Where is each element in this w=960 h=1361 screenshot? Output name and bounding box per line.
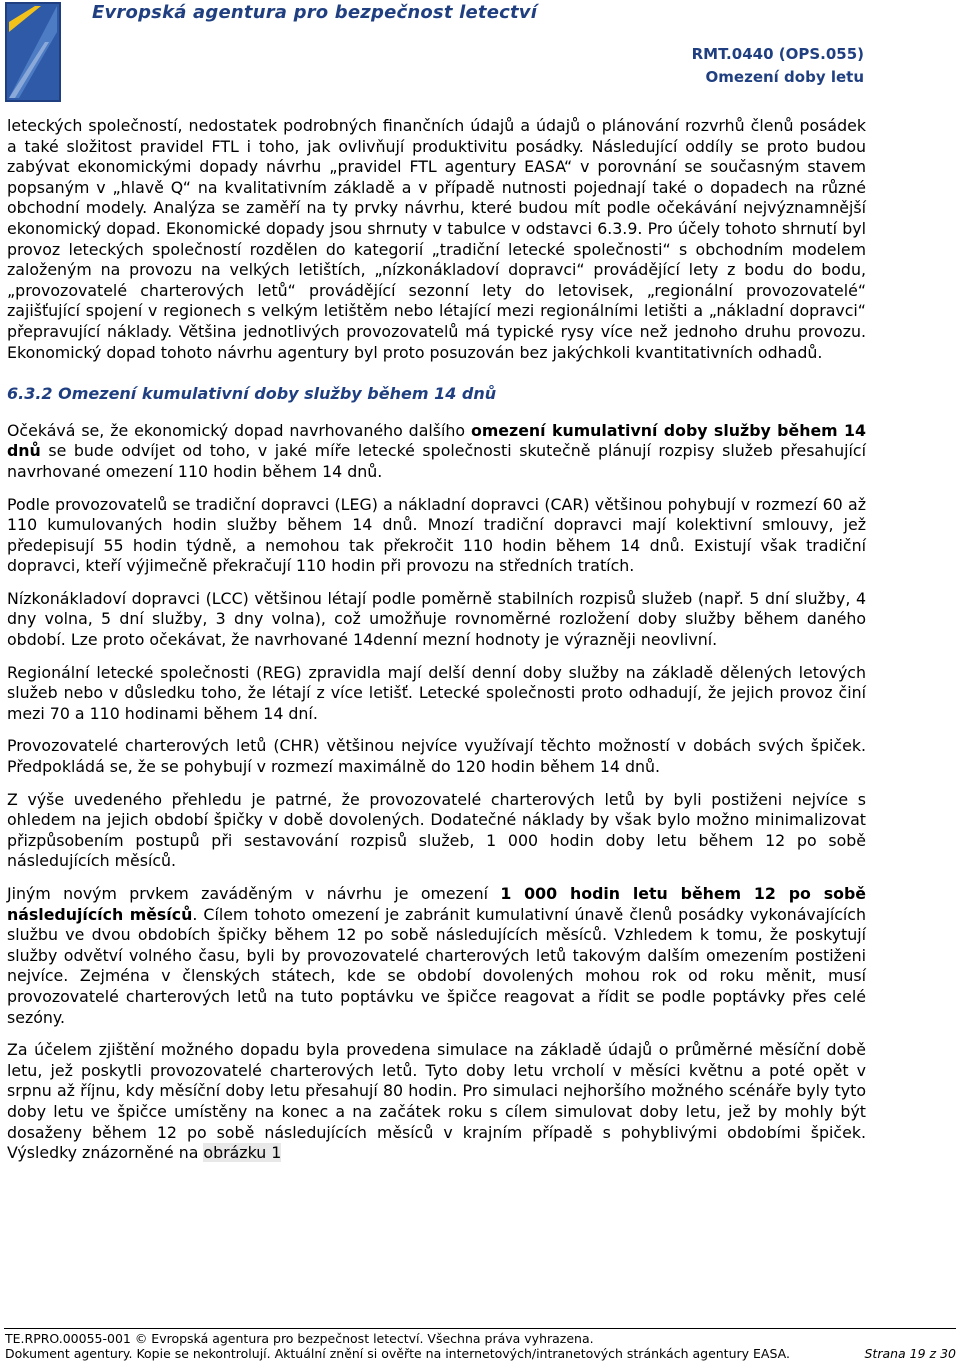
paragraph-text: Očekává se, že ekonomický dopad navrhovaného dalšího (7, 420, 471, 440)
paragraph-text: se bude odvíjet od toho, v jaké míře letecké společnosti skutečně plánují rozpisy služeb přesahující navrhované omezení 110 hodin během 14 dnů. (7, 441, 866, 481)
paragraph-intro: leteckých společností, nedostatek podrobných finančních údajů a údajů o plánování rozvrhů členů posádek a také složitost pravidel FTL i toho, jak ovlivňují produktivitu posádky. Následující oddíly se proto budou zabývat ekonomickými dopady návrhu „pravidel FTL agentury EASA“ v porovnání se současným stavem popsaným v „hlavě Q“ na kvalitativním základě a v případě nutnosti pojednají také o dopadech na různé obchodní modely. Analýza se zaměří na ty prvky návrhu, které budou mít podle očekávání nejvýznamnější ekonomický dopad. Ekonomické dopady jsou shrnuty v tabulce v odstavci 6.3.9. Pro účely tohoto shrnutí byl provoz leteckých společností rozdělen do kategorií „tradiční letecké společnosti“ s obchodním modelem založeným na provozu na velkých letištích, „nízkonákladoví dopravci“ provádějící lety z bodu do bodu, „provozovatelé charterových letů“ provádějící sezonní lety do letovisek, „regionální provozovatelé“ zajišťující spojení v regionech s velkým letištěm nebo létající mezi regionálními letišti a „nákladní dopravci“ přepravující náklady. Většina jednotlivých provozovatelů má typické rysy více než jednoho druhu provozu. Ekonomický dopad tohoto návrhu agentury byl proto posuzován bez jakýchkoli kvantitativních odhadů. (7, 116, 866, 362)
bold-term: omezení kumulativní doby služby během 14 dnů (7, 420, 866, 461)
paragraph-text: Jiným novým prvkem zaváděným v návrhu je omezení (7, 884, 501, 903)
document-number: RMT.0440 (OPS.055) (691, 45, 864, 63)
document-title: Omezení doby letu (705, 68, 864, 86)
page-number: Strana 19 z 30 (864, 1346, 956, 1361)
footer-disclaimer: Dokument agentury. Kopie se nekontrolují. Aktuální znění si ověřte na internetových/intranetových stránkách agentury EASA. (5, 1346, 790, 1361)
section-heading: 6.3.2 Omezení kumulativní doby služby během 14 dnů (7, 384, 497, 404)
paragraph-text: . Cílem tohoto omezení je zabránit kumulativní únavě členů posádky vykonávajících službu ve dvou obdobích špičky během 12 po sobě následujících měsíců. Vzhledem k tomu, že poskytují služby odvětví volného času, byli by provozovatelé charterových letů takovým dalším omezením postiženi nejvíce. Zejména v členských státech, kde se období dovolených mohou rok od roku měnit, musí provozovatelé charterových letů na tuto poptávku ve špičce reagovat a řídit se podle poptávky přes celé sezóny. (7, 904, 867, 1027)
paragraph-1000-hours (7, 884, 866, 1028)
paragraph-lcc: Nízkonákladoví dopravci (LCC) většinou létají podle poměrně stabilních rozpisů služeb (např. 5 dní služby, 4 dny volna, 5 dní služby, 3 dny volna), což umožňuje rovnoměrné rozložení doby služby během daného období. Lze proto očekávat, že navrhované 14denní mezní hodnoty je výrazněji neovlivní. (7, 588, 866, 650)
paragraph-text: Za účelem zjištění možného dopadu byla provedena simulace na základě údajů o průměrné měsíční době letu, jež poskytli provozovatelé charterových letů. Tyto doby letu vrcholí v měsíci květnu a poté opět v srpnu až říjnu, kdy měsíční doby letu přesahují 80 hodin. Pro simulaci nejhoršího možného scénáře byly tyto doby letu ve špičce umístěny na konec a na začátek roku s cílem simulovat doby letu, jež by mohly být dosaženy během 12 po sobě následujících měsíců v krajním případě s pohyblivými obdobími špiček. Výsledky znázorněné na (7, 1040, 866, 1163)
paragraph-summary: Z výše uvedeného přehledu je patrné, že provozovatelé charterových letů by byli postiženi nejvíce s ohledem na jejich období špičky v době dovolených. Dodatečné náklady by však bylo možno minimalizovat přizpůsobením postupů při sestavování rozpisů služeb, 1 000 hodin doby letu během 12 po sobě následujících měsíců. (7, 789, 866, 871)
paragraph-simulation (7, 1040, 866, 1164)
easa-logo-icon (5, 2, 61, 102)
organization-name: Evropská agentura pro bezpečnost letectví (92, 2, 538, 23)
bold-term: 1 000 hodin letu během 12 po sobě následujících měsíců (7, 884, 866, 924)
footer-divider (4, 1328, 956, 1329)
paragraph-leg-car: Podle provozovatelů se tradiční dopravci (LEG) a nákladní dopravci (CAR) většinou pohybují v rozmezí 60 až 110 kumulovaných hodin služby během 14 dnů. Mnozí tradiční dopravci mají kolektivní smlouvy, jež předepisují 55 hodin týdně, a nemohou tak překročit 110 hodin během 14 dnů. Existují však tradiční dopravci, kteří výjimečně překračují 110 hodin při provozu na středních tratích. (7, 494, 866, 576)
figure-reference-link[interactable]: obrázku 1 (203, 1143, 282, 1163)
paragraph-cumulative-limit (7, 421, 866, 483)
document-body (7, 116, 866, 1176)
paragraph-chr: Provozovatelé charterových letů (CHR) většinou nejvíce využívají těchto možností v dobách svých špiček. Předpokládá se, že se pohybují v rozmezí maximálně do 120 hodin během 14 dnů. (7, 736, 866, 777)
footer-copyright: TE.RPRO.00055-001 © Evropská agentura pro bezpečnost letectví. Všechna práva vyhrazena. (5, 1331, 594, 1346)
paragraph-reg: Regionální letecké společnosti (REG) zpravidla mají delší denní doby služby na základě dělených letových služeb nebo v důsledku toho, že létají z více letišť. Letecké společnosti proto odhadují, že jejich provoz činí mezi 70 a 110 hodinami během 14 dní. (7, 662, 866, 723)
